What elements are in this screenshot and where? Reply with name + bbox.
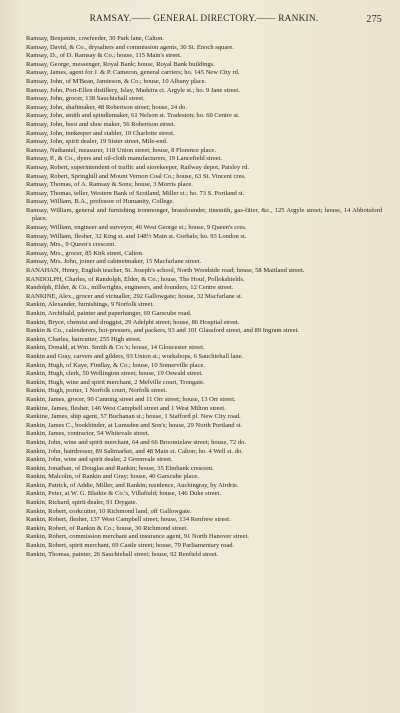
directory-entry: Ramsay, William, flesher, 32 King st. and 148½ Main st. Gorbals; ho. 93 London st. xyxy=(26,232,247,240)
directory-entry: Ramsay, William, general and furnishing ironmonger, brassfounder, tinsmith, gas-fitter, &c., 125 Argyle street; house, 14 Abbotsford place. xyxy=(26,206,382,223)
directory-entry: Ramsay, John, spirit dealer, 19 Sister street, Mile-end. xyxy=(26,138,168,146)
directory-entry: Rankine, James, ship agent, 57 Buchanan st.; house, 1 Stafford pl. New City road. xyxy=(26,413,241,421)
directory-entry: Rankin, Richard, spirit dealer, 91 Drygate. xyxy=(26,499,138,507)
directory-entry: Ramsay, Robert, superintendent of traffic and storekeeper, Railway depot, Paisley rd. xyxy=(26,163,249,171)
directory-entry: Ramsay, Thomas, of A. Ramsay & Sons; house, 3 Morris place. xyxy=(26,181,193,189)
directory-entry: Ramsay, D., of D. Ramsay & Co.; house, 115 Main's street. xyxy=(26,52,182,60)
directory-entry: Rankin, Peter, at W. G. Blaikie & Co.'s, Villafield; house, 146 Duke street. xyxy=(26,490,221,498)
directory-entry: Rankin, Archibald, painter and paperhanger, 69 Garscube road. xyxy=(26,310,192,317)
directory-entry: Rankine, James, flesher, 146 West Campbell street and 1 West Milton street. xyxy=(26,404,226,412)
directory-entry: Ramsay, Benjamin, cowfeeder, 30 Park lane, Calton. xyxy=(26,35,165,42)
directory-entry: Rankin, Donald, at Wm. Smith & Co.'s; house, 14 Gloucester street. xyxy=(26,344,205,352)
directory-entry: Rankin, Malcolm, of Rankin and Gray; house, 40 Garscube place. xyxy=(26,473,199,481)
directory-entry: Ramsay, Thomas, teller, Western Bank of Scotland, Miller st.; ho. 73 S. Portland st. xyxy=(26,189,245,197)
directory-entry: Rankin, James, grocer, 90 Canning street and 11 Orr street; house, 13 Orr street. xyxy=(26,395,236,403)
directory-entry: Ramsay, Mrs., 9 Queen's crescent. xyxy=(26,241,116,249)
directory-entry: Rankin, Robert, commission merchant and insurance agent, 91 North Hanover street. xyxy=(26,533,249,541)
running-title: RAMSAY.—— GENERAL DIRECTORY.—— RANKIN. xyxy=(89,14,319,24)
directory-entry: Rankin, James, contractor, 54 Whitevale street. xyxy=(26,430,150,438)
directory-entry: Rankin, Hugh, porter, 1 Norfolk court, Norfolk street. xyxy=(26,387,167,395)
directory-entry: Rankin, Jonathan, of Douglas and Rankin; house, 35 Elmbank crescent. xyxy=(26,464,214,472)
directory-entry: Ramsay, John, grocer, 138 Sauchiehall street. xyxy=(26,95,145,103)
directory-entry: RANKINE, Alex., grocer and victualler, 292 Gallowgate; house, 32 Macfarlane st. xyxy=(26,292,243,300)
directory-entry: RANDOLPH, Charles, of Randolph, Elder, & Co.; house, The Houf, Pollokshields. xyxy=(26,275,245,283)
directory-entry: Rankin and Gray, carvers and gilders, 93 Union st.; workshops, 6 Sauchiehall lane. xyxy=(26,352,244,360)
directory-entry: Ramsay, Mrs. John, joiner and cabinetmaker, 15 Macfarlane street. xyxy=(26,258,202,266)
directory-entry: Ramsay, John, shaftmaker, 48 Robertson street; house, 24 do. xyxy=(26,103,187,111)
directory-entry: Rankin, Robert, corkcutter, 10 Richmond land, off Gallowgate. xyxy=(26,507,192,515)
directory-entry: Rankin, John, wine and spirit merchant, 64 and 66 Broomielaw street; house, 72 do. xyxy=(26,438,247,446)
directory-entry: Ramsay, William, B.A., professor of Humanity, College. xyxy=(26,198,175,206)
directory-entry: Ramsay, David, & Co., drysalters and commission agents, 30 St. Enoch square. xyxy=(26,43,234,51)
directory-entry: Ramsay, John, of M'Bean, Jamieson, & Co.; house, 10 Albany place. xyxy=(26,77,207,85)
page-header xyxy=(26,14,382,28)
directory-entry: Ramsay, John, Port-Ellen distillery, Islay, Madeira ct. Argyle st.; ho. 9 Jane street. xyxy=(26,86,240,94)
directory-entry: Ramsay, James, agent for J. & P. Cameron, general carriers; ho. 145 New City rd. xyxy=(26,69,240,77)
directory-entry: Ramsay, George, messenger, Royal Bank; house, Royal Bank buildings. xyxy=(26,60,215,68)
directory-entry: Rankin, Robert, flesher, 137 West Campbell street; house, 134 Renfrew street. xyxy=(26,516,231,524)
directory-entry: Rankin, Bryce, chemist and druggist, 29 Adelphi street; house, 86 Hospital street. xyxy=(26,318,240,326)
directory-entry: Rankin, Hugh, wine and spirit merchant, 2 Melville court, Trongate. xyxy=(26,378,205,386)
directory-entry: Rankin, John, wine and spirit dealer, 2 Greenvale street. xyxy=(26,456,173,464)
directory-entry: Rankin & Co., calenderers, hot-pressers, and packers, 93 and 101 Glassford street, and 89 Ingram street. xyxy=(26,327,300,335)
directory-entry: Rankin, James C., bookbinder, at Lumsden and Son's; house, 29 North Portland st. xyxy=(26,421,243,429)
directory-entry: Rankin, Alexander, furnishings, 9 Norfolk street. xyxy=(26,301,154,309)
directory-entry: Ramsay, John, innkeeper and stabler, 10 Charlotte street. xyxy=(26,129,175,137)
directory-entry: Rankin, Hugh, clerk, 50 Wellington street; house, 19 Oswald street. xyxy=(26,370,203,378)
page-number: 275 xyxy=(366,14,382,25)
directory-entries xyxy=(26,35,382,559)
directory-entry: Rankin, Robert, of Rankin & Co.; house, 30 Richmond street. xyxy=(26,524,188,532)
directory-entry: Rankin, Thomas, painter, 26 Sauchiehall street; house, 92 Renfield street. xyxy=(26,550,219,558)
directory-entry: Ramsay, John, smith and spindlemaker, 61 Nelson st. Tradeston; ho. 60 Centre st. xyxy=(26,112,240,120)
directory-entry: Rankin, John, hairdresser, 89 Saltmarket, and 48 Main st. Calton; ho. 4 Well st. do. xyxy=(26,447,243,455)
directory-entry: Rankin, Hugh, of Kaye, Findlay, & Co.; house, 10 Somerville place. xyxy=(26,361,206,369)
directory-entry: Rankin, Charles, haircutter, 255 High street. xyxy=(26,335,142,343)
directory-entry: Ramsay, John, boot and shoe maker, 56 Robertson street. xyxy=(26,120,176,128)
directory-entry: Rankin, Patrick, of Addie, Miller, and Rankin; residence, Auchingray, by Airdrie. xyxy=(26,481,239,489)
directory-entry: Ramsay, Nathaniel, measurer, 118 Union street; house, 8 Florence place. xyxy=(26,146,216,154)
directory-entry: Ramsay, Robert, Springhill and Mount Vernon Coal Co.; house, 63 St. Vincent cres. xyxy=(26,172,246,180)
directory-entry: RANAHAN, Henry, English teacher, St. Joseph's school, North Woodside road; house, 58 Maitland street. xyxy=(26,267,305,275)
directory-entry: Ramsay, Mrs., grocer, 85 Kirk street, Calton. xyxy=(26,249,144,257)
directory-entry: Ramsay, William, engineer and surveyor, 46 West George st.; house, 9 Queen's cres. xyxy=(26,224,247,232)
directory-entry: Rankin, Robert, spirit merchant, 69 Castle street; house, 79 Parliamentary road. xyxy=(26,542,235,550)
directory-entry: Randolph, Elder, & Co., millwrights, engineers, and founders, 12 Centre street. xyxy=(26,284,234,292)
directory-entry: Ramsay, P., & Co., dyers and oil-cloth manufacturers, 19 Lancefield street. xyxy=(26,155,223,163)
